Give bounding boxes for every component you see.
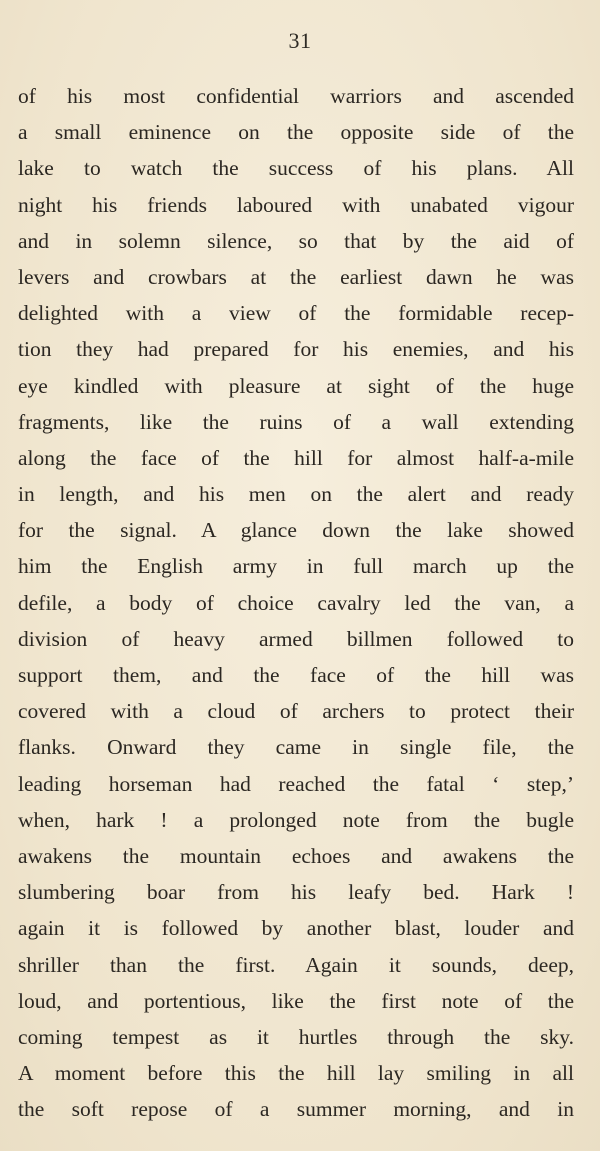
text-line: eye kindled with pleasure at sight of the huge — [18, 373, 574, 398]
page-number: 31 — [288, 28, 312, 53]
text-line: and in solemn silence, so that by the aid of — [18, 228, 574, 253]
text-line: covered with a cloud of archers to protect their — [18, 699, 574, 724]
text-line: support them, and the face of the hill was — [18, 663, 574, 687]
text-line: for the signal. A glance down the lake showed — [18, 518, 574, 543]
text-line: night his friends laboured with unabated vigour — [18, 192, 574, 217]
text-line: coming tempest as it hurtles through the sky. — [18, 1024, 574, 1049]
text-line: tion they had prepared for his enemies, and his — [18, 337, 574, 362]
body-text — [18, 78, 574, 1127]
text-line: awakens the mountain echoes and awakens the — [18, 843, 574, 868]
text-line: him the English army in full march up the — [18, 554, 574, 579]
text-line: leading horseman had reached the fatal ‘ step,’ — [18, 771, 574, 796]
text-line: defile, a body of choice cavalry led the van, a — [18, 590, 574, 615]
text-line: fragments, like the ruins of a wall extending — [18, 409, 574, 434]
text-line: the soft repose of a summer morning, and in — [18, 1097, 574, 1122]
text-line: delighted with a view of the formidable recep- — [18, 301, 574, 326]
text-line: shriller than the first. Again it sounds, deep, — [18, 952, 574, 977]
text-line: division of heavy armed billmen followed to — [18, 626, 574, 651]
text-line: in length, and his men on the alert and ready — [18, 482, 574, 507]
text-line: again it is followed by another blast, louder and — [18, 916, 574, 941]
text-line: of his most confidential warriors and ascended — [18, 84, 574, 108]
text-line: A moment before this the hill lay smiling in all — [18, 1061, 574, 1086]
text-line: flanks. Onward they came in single file, the — [18, 735, 574, 760]
text-line: along the face of the hill for almost half-a-mile — [18, 445, 574, 470]
text-line: a small eminence on the opposite side of the — [18, 120, 574, 145]
text-line: slumbering boar from his leafy bed. Hark ! — [18, 880, 574, 905]
text-line: levers and crowbars at the earliest dawn he was — [18, 264, 574, 289]
text-line: loud, and portentious, like the first note of the — [18, 988, 574, 1013]
text-line: lake to watch the success of his plans. All — [18, 156, 574, 181]
text-line: when, hark ! a prolonged note from the bugle — [18, 807, 574, 832]
